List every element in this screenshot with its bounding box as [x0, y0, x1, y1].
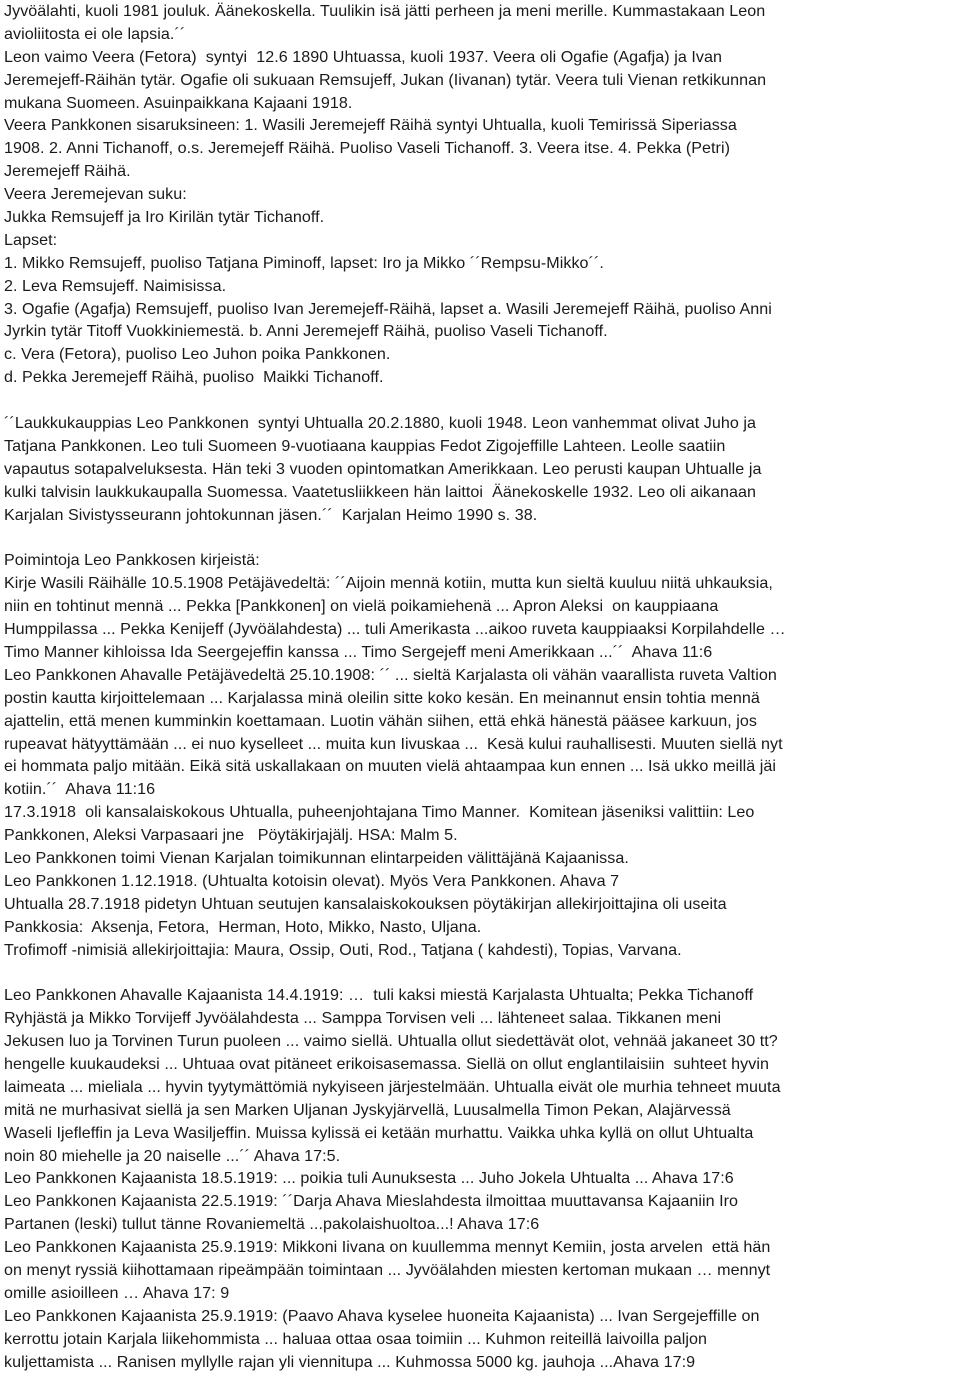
- blank-line: [4, 961, 954, 984]
- text-line: niin en tohtinut mennä ... Pekka [Pankkonen] on vielä poikamiehenä ... Apron Aleksi on kauppiaana: [4, 597, 719, 616]
- text-line: Pankkosia: Aksenja, Fetora, Herman, Hoto, Mikko, Nasto, Uljana.: [4, 917, 482, 936]
- text-line: Veera Jeremejevan suku:: [4, 185, 187, 204]
- text-line: Leo Pankkonen Kajaanista 18.5.1919: ... poikia tuli Aunuksesta ... Juho Jokela Uhtualta ... Ahava 17:6: [4, 1169, 734, 1188]
- text-line: kotiin.´´ Ahava 11:16: [4, 780, 156, 799]
- text-line: Leo Pankkonen Ahavalle Petäjävedeltä 25.10.1908: ´´ ... sieltä Karjalasta oli vähän vaarallista ruveta Valtion: [4, 665, 777, 684]
- text-line: Lapset:: [4, 230, 58, 249]
- text-line: Leon vaimo Veera (Fetora) syntyi 12.6 1890 Uhtuassa, kuoli 1937. Veera oli Ogafie (Agafja) ja Ivan: [4, 47, 723, 66]
- text-line: Leo Pankkonen Kajaanista 25.9.1919: (Paavo Ahava kyselee huoneita Kajaanista) ... Ivan Sergejeffille on: [4, 1306, 760, 1325]
- text-line: Leo Pankkonen toimi Vienan Karjalan toimikunnan elintarpeiden välittäjänä Kajaanissa.: [4, 848, 629, 867]
- text-line: Jyvöälahti, kuoli 1981 jouluk. Äänekoskella. Tuulikin isä jätti perheen ja meni merille. Kummastakaan Leon: [4, 2, 766, 20]
- text-line: 2. Leva Remsujeff. Naimisissa.: [4, 276, 227, 295]
- text-line: Jekusen luo ja Torvinen Turun puoleen ... vaimo siellä. Uhtualla ollut siedettävät olot, vehnää jakaneet 30 tt?: [4, 1032, 778, 1051]
- text-line: avioliitosta ei ole lapsia.´´: [4, 24, 186, 43]
- text-line: 1. Mikko Remsujeff, puoliso Tatjana Piminoff, lapset: Iro ja Mikko ´´Rempsu-Mikko´´.: [4, 253, 604, 272]
- text-line: rupeavat hätyyttämään ... ei nuo kyselleet ... muita kun Iivuskaa ... Kesä kului rauhallisesti. Muuten siellä nyt: [4, 734, 783, 753]
- text-line: kuljettamista ... Ranisen myllylle rajan yli viennitupa ... Kuhmossa 5000 kg. jauhoja ...Ahava 17:9: [4, 1352, 696, 1371]
- text-line: Uhtualla 28.7.1918 pidetyn Uhtuan seutujen kansalaiskokouksen pöytäkirjan allekirjoittajina oli useita: [4, 894, 727, 913]
- text-line: c. Vera (Fetora), puoliso Leo Juhon poika Pankkonen.: [4, 345, 391, 364]
- text-line: Leo Pankkonen 1.12.1918. (Uhtualta kotoisin olevat). Myös Vera Pankkonen. Ahava 7: [4, 871, 620, 890]
- blank-line: [4, 526, 954, 549]
- text-line: kulki talvisin laukkukaupalla Suomessa. Vaatetusliikkeen hän laittoi Äänekoskelle 1932. Leo oli aikanaan: [4, 482, 756, 501]
- text-line: Humppilassa ... Pekka Kenijeff (Jyvöälahdesta) ... tuli Amerikasta ...aikoo ruveta kauppiaaksi Korpilahdelle …: [4, 620, 786, 639]
- text-line: d. Pekka Jeremejeff Räihä, puoliso Maikki Tichanoff.: [4, 368, 384, 387]
- text-line: ajattelin, että menen kumminkin koettamaan. Luotin vähän siihen, että ehkä hänestä pääsee karkuun, jos: [4, 711, 758, 730]
- text-line: Leo Pankkonen Kajaanista 22.5.1919: ´´Darja Ahava Mieslahdesta ilmoittaa muuttavansa Kajaaniin Iro: [4, 1192, 739, 1211]
- text-line: Trofimoff -nimisiä allekirjoittajia: Maura, Ossip, Outi, Rod., Tatjana ( kahdesti), Topias, Varvana.: [4, 940, 682, 959]
- text-line: postin kautta kirjoittelemaan ... Karjalassa minä oleilin sitte koko kesän. En meinannut ensin tohtia mennä: [4, 688, 760, 707]
- text-line: Leo Pankkonen Ahavalle Kajaanista 14.4.1919: … tuli kaksi miestä Karjalasta Uhtualta; Pekka Tichanoff: [4, 986, 754, 1005]
- text-line: Leo Pankkonen Kajaanista 25.9.1919: Mikkoni Iivana on kuullemma mennyt Kemiin, josta arvelen että hän: [4, 1238, 771, 1257]
- text-line: laimeata ... mieliala ... hyvin tyytymättömiä nykyiseen järjestelmään. Uhtualla eivät ole murhia tehneet muuta: [4, 1077, 781, 1096]
- text-line: 1908. 2. Anni Tichanoff, o.s. Jeremejeff Räihä. Puoliso Vaseli Tichanoff. 3. Veera itse. 4. Pekka (Petri): [4, 139, 730, 158]
- text-line: 3. Ogafie (Agafja) Remsujeff, puoliso Ivan Jeremejeff-Räihä, lapset a. Wasili Jeremejeff Räihä, puoliso Anni: [4, 299, 772, 318]
- text-line: mukana Suomeen. Asuinpaikkana Kajaani 1918.: [4, 93, 353, 112]
- text-line: Jukka Remsujeff ja Iro Kirilän tytär Tichanoff.: [4, 208, 325, 227]
- blank-line: [4, 389, 954, 412]
- text-line: Karjalan Sivistysseurann johtokunnan jäsen.´´ Karjalan Heimo 1990 s. 38.: [4, 505, 538, 524]
- text-line: hengelle kuukaudeksi ... Uhtuaa ovat pitäneet erikoisasemassa. Siellä on ollut englantilaisiin suhteet hyvin: [4, 1054, 769, 1073]
- text-line: mitä ne murhasivat siellä ja sen Marken Uljanan Jyskyjärvellä, Luusalmella Timon Pekan, Alajärvessä: [4, 1100, 731, 1119]
- text-line: 17.3.1918 oli kansalaiskokous Uhtualla, puheenjohtajana Timo Manner. Komitean jäseniksi valittiin: Leo: [4, 803, 755, 822]
- text-line: Ryhjästä ja Mikko Torvijeff Jyvöälahdesta ... Samppa Torvisen veli ... lähteneet salaa. Tikkanen meni: [4, 1009, 722, 1028]
- text-line: ei hommata paljo mitään. Eikä sitä uskallakaan on muuten vielä ahtaampaa kun ennen ... Isä ukko meillä jäi: [4, 757, 776, 776]
- text-line: on menyt ryssiä kiihottamaan ripeämpään toimintaan ... Jyvöälahden miesten kertoman mukaan … mennyt: [4, 1260, 771, 1279]
- text-line: kerrottu jotain Karjala liikehommista ... haluaa ottaa osaa toimiin ... Kuhmon reiteillä laivoilla paljon: [4, 1329, 708, 1348]
- text-line: omille asioilleen … Ahava 17: 9: [4, 1283, 230, 1302]
- document-body: [4, 0, 954, 1373]
- text-line: Timo Manner kihloissa Ida Seergejeffin kanssa ... Timo Sergejeff meni Amerikkaan ...´´ Ahava 11:6: [4, 642, 713, 661]
- text-line: Jyrkin tytär Titoff Vuokkiniemestä. b. Anni Jeremejeff Räihä, puoliso Vaseli Tichanoff.: [4, 322, 608, 341]
- text-line: ´´Laukkukauppias Leo Pankkonen syntyi Uhtualla 20.2.1880, kuoli 1948. Leon vanhemmat olivat Juho ja: [4, 414, 757, 433]
- text-line: Veera Pankkonen sisaruksineen: 1. Wasili Jeremejeff Räihä syntyi Uhtualla, kuoli Temirissä Siperiassa: [4, 116, 737, 135]
- text-line: Waseli Ijefleffin ja Leva Wasiljeffin. Muissa kylissä ei ketään murhattu. Vaikka uhka kyllä on ollut Uhtualta: [4, 1123, 754, 1142]
- text-line: Pankkonen, Aleksi Varpasaari jne Pöytäkirjajälj. HSA: Malm 5.: [4, 826, 458, 845]
- text-line: Partanen (leski) tullut tänne Rovaniemeltä ...pakolaishuoltoa...! Ahava 17:6: [4, 1215, 540, 1234]
- text-line: Jeremejeff-Räihän tytär. Ogafie oli sukuaan Remsujeff, Jukan (Iivanan) tytär. Veera tuli Vienan retkikunnan: [4, 70, 767, 89]
- text-line: noin 80 miehelle ja 20 naiselle ...´´ Ahava 17:5.: [4, 1146, 341, 1165]
- text-line: Poimintoja Leo Pankkosen kirjeistä:: [4, 551, 260, 570]
- text-line: Kirje Wasili Räihälle 10.5.1908 Petäjävedeltä: ´´Aijoin mennä kotiin, mutta kun sieltä kuuluu niitä uhkauksia,: [4, 574, 773, 593]
- text-line: Jeremejeff Räihä.: [4, 162, 131, 181]
- text-line: vapautus sotapalveluksesta. Hän teki 3 vuoden opintomatkan Amerikkaan. Leo perusti kaupan Uhtualle ja: [4, 459, 762, 478]
- text-line: Tatjana Pankkonen. Leo tuli Suomeen 9-vuotiaana kauppias Fedot Zigojeffille Lahteen. Leolle saatiin: [4, 436, 726, 455]
